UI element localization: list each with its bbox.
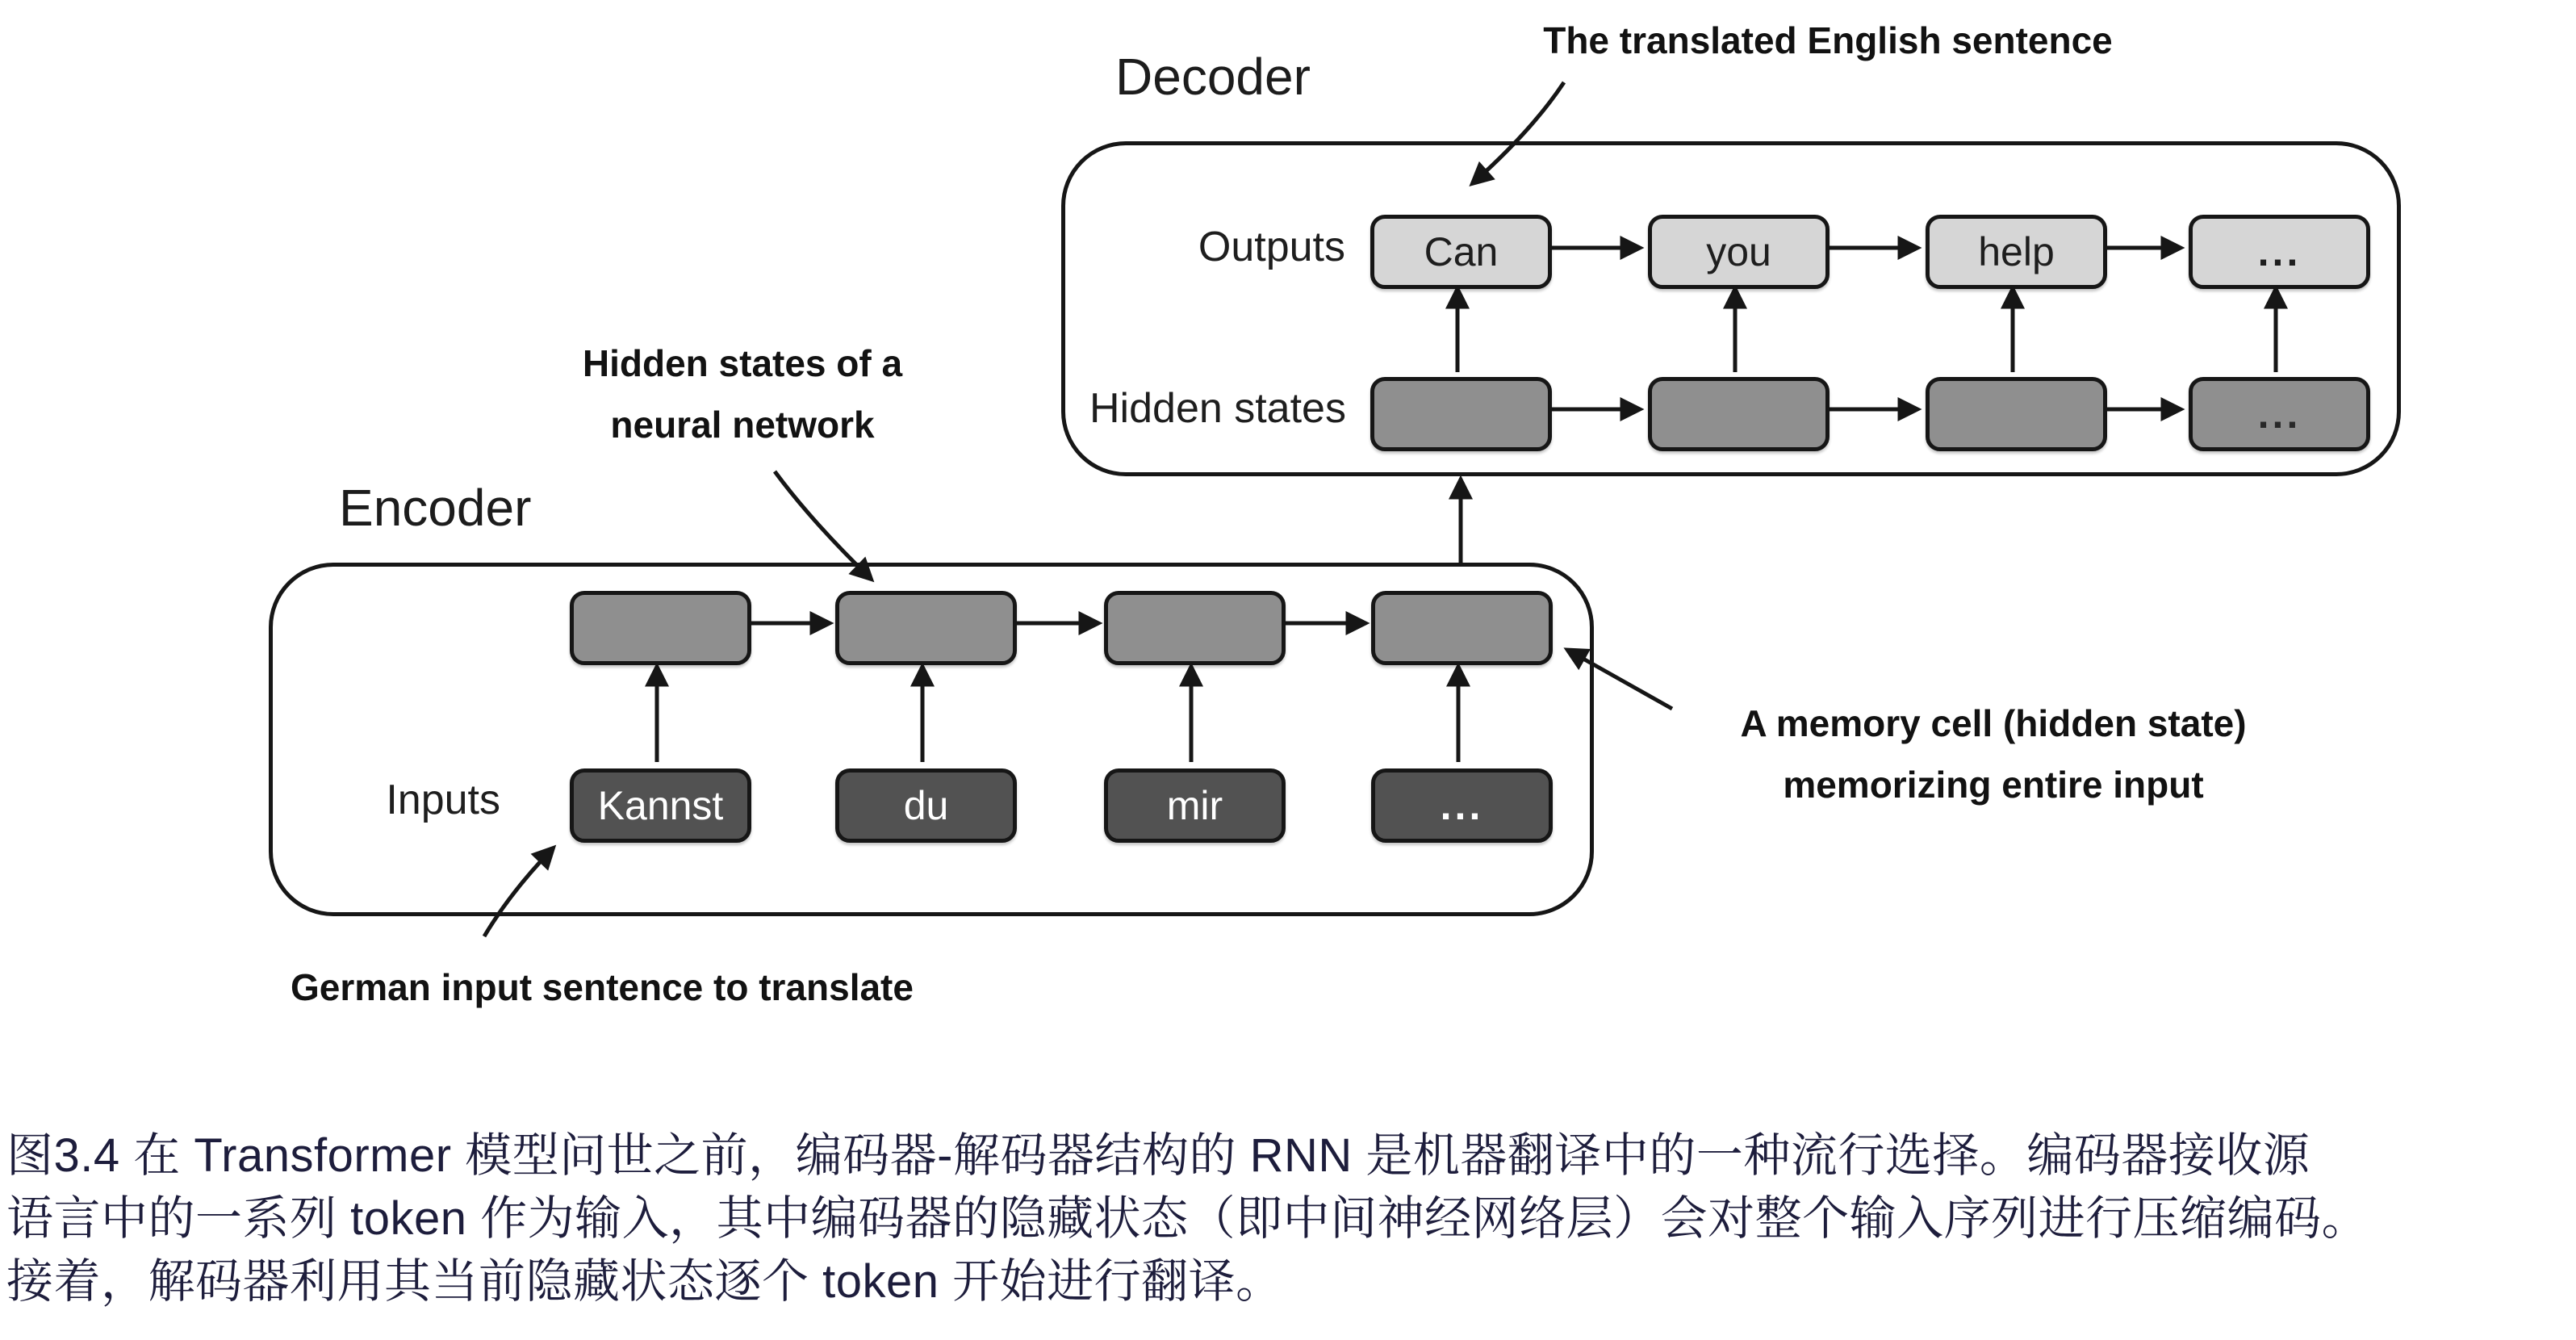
encoder-input-box-du: du	[835, 768, 1017, 843]
translated-sentence-annotation: The translated English sentence	[1543, 19, 2113, 61]
caption-line-2: 语言中的一系列 token 作为输入，其中编码器的隐藏状态（即中间神经网络层）会对整个输入序列进行压缩编码。	[6, 1192, 2369, 1245]
hidden-states-annotation-line2: neural network	[610, 404, 875, 446]
decoder-outputs-label: Outputs	[1198, 224, 1345, 270]
decoder-hidden-box-2	[1648, 377, 1830, 451]
encoder-input-box-kannst: Kannst	[570, 768, 751, 843]
decoder-hidden-box-ellipsis: ...	[2189, 377, 2370, 451]
hidden-states-annotation-line1: Hidden states of a	[582, 342, 903, 384]
encoder-input-box-mir: mir	[1104, 768, 1286, 843]
decoder-output-box-3: help	[1926, 215, 2107, 289]
memory-cell-annotation	[1695, 693, 2292, 815]
caption-line-3: 接着，解码器利用其当前隐藏状态逐个 token 开始进行翻译。	[6, 1255, 1283, 1308]
encoder-hidden-box-3	[1104, 591, 1286, 665]
memory-cell-annotation-line1: A memory cell (hidden state)	[1740, 702, 2247, 744]
decoder-title: Decoder	[1115, 48, 1311, 106]
encoder-hidden-box-2	[835, 591, 1017, 665]
encoder-hidden-box-1	[570, 591, 751, 665]
memory-cell-annotation-line2: memorizing entire input	[1783, 764, 2204, 806]
caption-line-1: 图3.4 在 Transformer 模型问世之前，编码器-解码器结构的 RNN 是机器翻译中的一种流行选择。编码器接收源	[6, 1129, 2310, 1182]
german-input-annotation: German input sentence to translate	[291, 966, 914, 1008]
hidden-states-annotation	[500, 333, 985, 455]
encoder-inputs-label: Inputs	[386, 777, 500, 823]
encoder-input-box-ellipsis: ...	[1371, 768, 1553, 843]
decoder-hidden-box-3	[1926, 377, 2107, 451]
decoder-output-box-1: Can	[1370, 215, 1552, 289]
decoder-output-box-2: you	[1648, 215, 1830, 289]
decoder-hidden-box-1	[1370, 377, 1552, 451]
decoder-output-box-ellipsis: ...	[2189, 215, 2370, 289]
encoder-title: Encoder	[339, 479, 532, 537]
encoder-hidden-box-4	[1371, 591, 1553, 665]
decoder-hidden-states-label: Hidden states	[1089, 385, 1346, 432]
